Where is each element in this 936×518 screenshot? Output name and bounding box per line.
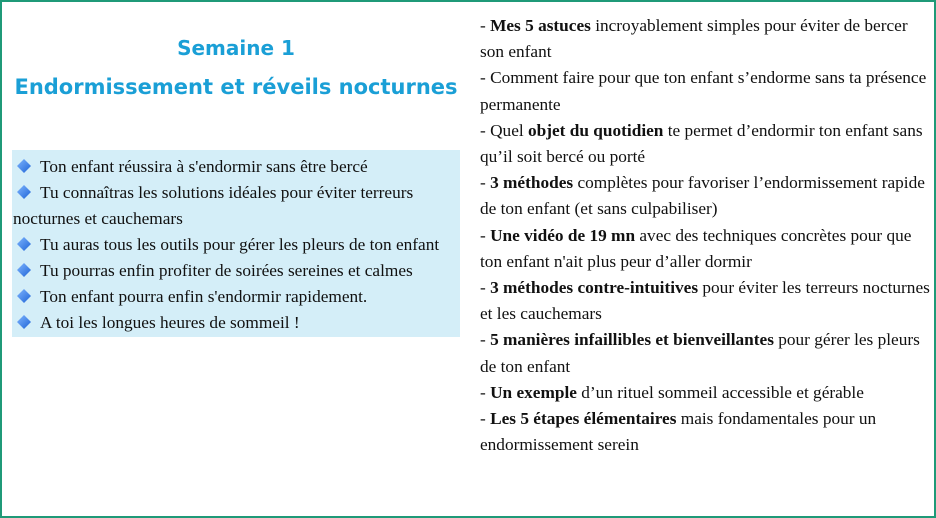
item-prefix: - bbox=[480, 382, 491, 402]
blue-diamond-icon bbox=[17, 237, 31, 251]
content-item bbox=[480, 65, 932, 117]
benefit-item bbox=[13, 258, 460, 284]
blue-diamond-icon bbox=[17, 263, 31, 277]
item-text: pour gérer les pleurs de ton enfant bbox=[480, 330, 920, 376]
item-highlight: Une vidéo de 19 mn bbox=[490, 225, 636, 245]
item-highlight: Les 5 étapes élémentaires bbox=[490, 409, 677, 429]
benefit-text: Ton enfant réussira à s'endormir sans être bercé bbox=[40, 157, 368, 176]
content-item bbox=[480, 223, 932, 275]
benefits-box bbox=[12, 150, 460, 337]
item-text: avec des techniques concrètes pour que ton enfant n'ait plus peur d’aller dormir bbox=[480, 225, 912, 271]
item-highlight: Un exemple bbox=[490, 382, 577, 402]
item-highlight: 5 manières infaillibles et bienveillantes bbox=[490, 330, 774, 350]
item-prefix: - bbox=[480, 225, 491, 245]
week-summary bbox=[12, 26, 460, 332]
benefit-text: Ton enfant pourra enfin s'endormir rapidement. bbox=[40, 287, 368, 306]
benefit-text: Tu connaîtras les solutions idéales pour éviter terreurs nocturnes et cauchemars bbox=[13, 183, 414, 228]
item-text: incroyablement simples pour éviter de bercer son enfant bbox=[480, 16, 908, 62]
benefit-item bbox=[13, 284, 460, 310]
benefit-item bbox=[13, 310, 460, 336]
item-prefix: - bbox=[480, 330, 491, 350]
benefit-item bbox=[13, 232, 460, 258]
content-item bbox=[480, 170, 932, 222]
item-text: pour éviter les terreurs nocturnes et les cauchemars bbox=[480, 278, 930, 324]
item-text: d’un rituel sommeil accessible et gérable bbox=[576, 382, 864, 402]
item-prefix: - Quel bbox=[480, 120, 528, 140]
topic-title: Endormissement et réveils nocturnes bbox=[14, 75, 458, 99]
item-highlight: objet du quotidien bbox=[528, 120, 664, 140]
blue-diamond-icon bbox=[17, 185, 31, 199]
item-highlight: 3 méthodes contre-intuitives bbox=[490, 278, 699, 298]
item-text: complètes pour favoriser l’endormissement rapide de ton enfant (et sans culpabiliser) bbox=[480, 173, 925, 219]
blue-diamond-icon bbox=[17, 289, 31, 303]
item-prefix: - bbox=[480, 173, 491, 193]
item-prefix: - bbox=[480, 278, 491, 298]
content-item bbox=[480, 13, 932, 65]
blue-diamond-icon bbox=[17, 315, 31, 329]
item-highlight: Mes 5 astuces bbox=[490, 16, 591, 35]
item-prefix: - bbox=[480, 68, 491, 88]
item-text: Comment faire pour que ton enfant s’endorme sans ta présence permanente bbox=[480, 68, 927, 114]
week-title: Semaine 1 bbox=[177, 36, 295, 60]
blue-diamond-icon bbox=[17, 159, 31, 173]
item-prefix: - bbox=[480, 16, 491, 35]
content-item bbox=[480, 327, 932, 379]
content-item bbox=[480, 380, 932, 406]
benefit-item bbox=[13, 154, 460, 180]
item-text: te permet d’endormir ton enfant sans qu’il soit bercé ou porté bbox=[480, 120, 923, 167]
item-highlight: 3 méthodes bbox=[490, 173, 574, 193]
content-item bbox=[480, 118, 932, 170]
content-item bbox=[480, 406, 932, 458]
contents-list bbox=[480, 13, 932, 458]
item-prefix: - bbox=[480, 409, 491, 429]
benefit-text: Tu auras tous les outils pour gérer les pleurs de ton enfant bbox=[40, 235, 440, 254]
content-item bbox=[480, 275, 932, 327]
item-text: mais fondamentales pour un endormissement serein bbox=[480, 409, 877, 455]
benefit-item bbox=[13, 180, 460, 232]
benefit-text: Tu pourras enfin profiter de soirées sereines et calmes bbox=[40, 261, 413, 280]
benefit-text: A toi les longues heures de sommeil ! bbox=[40, 313, 300, 332]
